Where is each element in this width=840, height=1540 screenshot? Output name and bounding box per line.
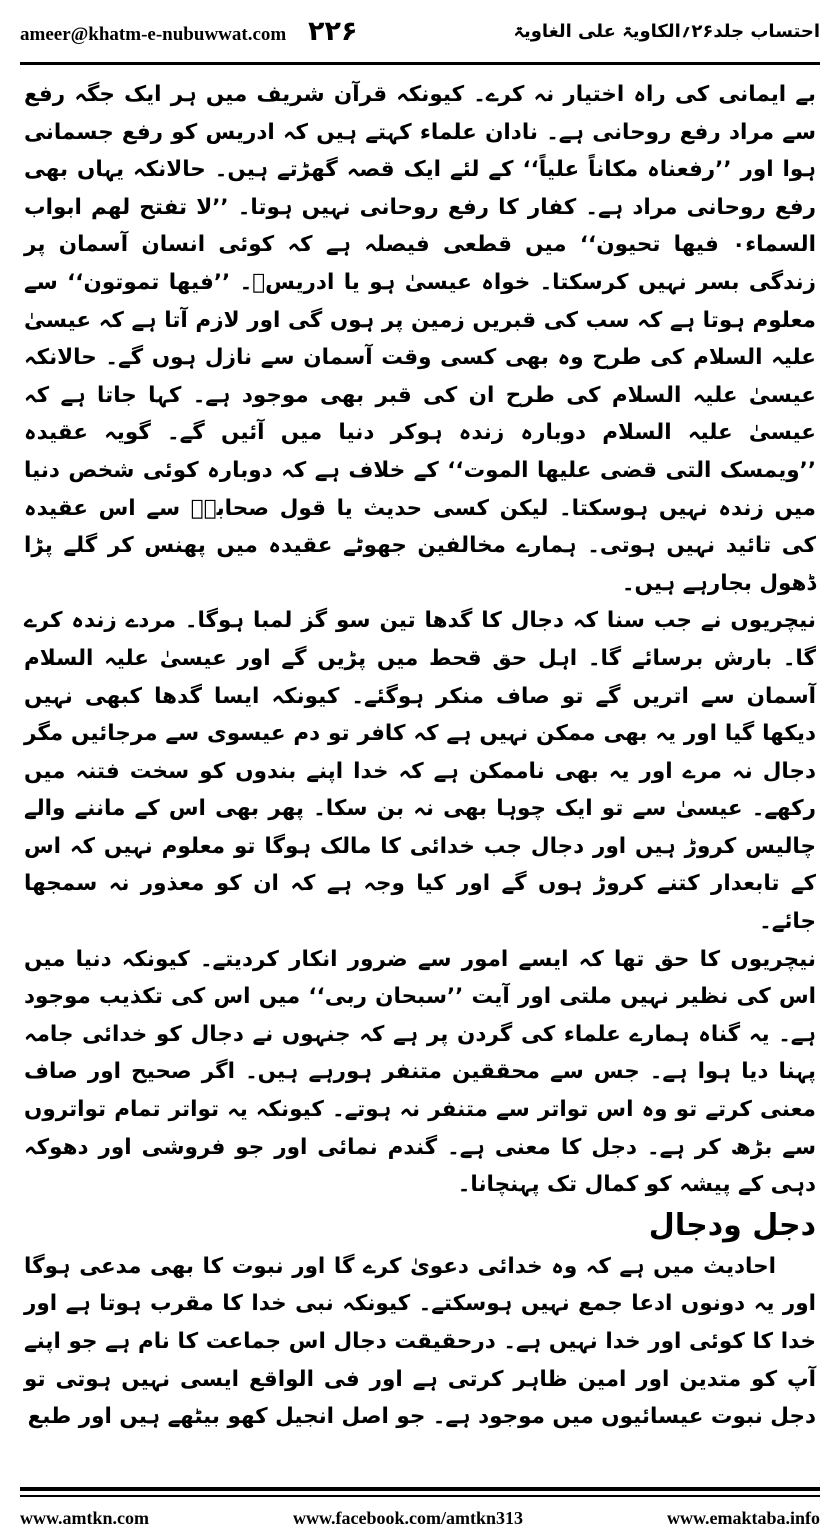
page-header [20, 18, 820, 58]
paragraph-1: بے ایمانی کی راہ اختیار نہ کرے۔ کیونکہ قرآن شریف میں ہر ایک جگہ رفع سے مراد رفع روحانی ہے۔ نادان علماء کہتے ہیں کہ ادریس کو رفع جسمانی ہوا اور ’’رفعناہ مکاناً علیاً‘‘ کے لئے ایک قصہ گھڑتے ہیں۔ حالانکہ یہاں بھی رفع روحانی مراد ہے۔ کفار کا رفع روحانی نہیں ہوتا۔ ’’لا تفتح لھم ابواب السماء۰ فیھا تحیون‘‘ میں قطعی فیصلہ ہے کہ کوئی انسان آسمان پر زندگی بسر نہیں کرسکتا۔ خواہ عیسیٰ ہو یا ادریسؑ۔ ’’فیھا تموتون‘‘ سے معلوم ہوتا ہے کہ سب کی قبریں زمین پر ہوں گی اور لازم آتا ہے کہ عیسیٰ علیہ السلام کی طرح وہ بھی کسی وقت آسمان سے نازل ہوں گے۔ حالانکہ عیسیٰ علیہ السلام کی طرح ان کی قبر بھی موجود ہے۔ کہا جاتا ہے کہ عیسیٰ علیہ السلام دوبارہ زندہ ہوکر دنیا میں آئیں گے۔ گویہ عقیدہ ’’ویمسک التی قضی علیھا الموت‘‘ کے خلاف ہے کہ دوبارہ کوئی شخص دنیا میں زندہ نہیں ہوسکتا۔ لیکن کسی حدیث یا قول صحابہؓ سے اس عقیدہ کی تائید نہیں ہوتی۔ ہمارے مخالفین جھوٹے عقیدہ میں پھنس کر گلے پڑا ڈھول بجارہے ہیں۔ [24, 82, 816, 596]
section-paragraph-1: احادیث میں ہے کہ وہ خدائی دعویٰ کرے گا اور نبوت کا بھی مدعی ہوگا اور یہ دونوں ادعا جمع نہیں ہوسکتے۔ کیونکہ نبی خدا کا مقرب ہوتا ہے اور خدا کا کوئی اور خدا نہیں ہے۔ درحقیقت دجال اس جماعت کا نام ہے جو اپنے آپ کو متدین اور امین ظاہر کرتی ہے اور فی الواقع ایسی نہیں ہوتی تو دجل نبوت عیسائیوں میں موجود ہے۔ جو اصل انجیل کھو بیٹھے ہیں اور طبع [24, 1253, 816, 1430]
footer-rule-top [20, 1487, 820, 1491]
footer-link-facebook[interactable]: www.facebook.com/amtkn313 [292, 1507, 523, 1528]
book-title: احتساب جلد۲۶؍الکاویۃ علی الغاویۃ [513, 21, 820, 42]
paragraph-3: نیچریوں کا حق تھا کہ ایسے امور سے ضرور انکار کردیتے۔ کیونکہ دنیا میں اس کی نظیر نہیں ملتی اور آیت ’’سبحان ربی‘‘ میں اس کی تکذیب موجود ہے۔ یہ گناہ ہمارے علماء کی گردن پر ہے کہ جنہوں نے دجال کو خدائی جامہ پہنا دیا ہوا ہے۔ جس سے محققین متنفر ہورہے ہیں۔ اگر صحیح اور صاف معنی کرتے تو وہ اس تواتر سے متنفر نہ ہوتے۔ کیونکہ یہ تواتر تمام تواتروں سے بڑھ کر ہے۔ دجل کا معنی ہے۔ گندم نمائی اور جو فروشی اور دھوکہ دہی کے پیشہ کو کمال تک پہنچانا۔ [24, 946, 816, 1198]
paragraph-2: نیچریوں نے جب سنا کہ دجال کا گدھا تین سو گز لمبا ہوگا۔ مردے زندہ کرے گا۔ بارش برسائے گا۔ اہل حق قحط میں پڑیں گے اور عیسیٰ علیہ السلام آسمان سے اتریں گے تو صاف منکر ہوگئے۔ کیونکہ ایسا گدھا کبھی نہیں دیکھا گیا اور یہ بھی ممکن نہیں ہے کہ کافر تو دم عیسوی سے مرجائیں مگر دجال نہ مرے اور یہ بھی ناممکن ہے کہ خدا اپنے بندوں کو سخت فتنہ میں رکھے۔ عیسیٰ سے تو ایک چوہا بھی نہ بن سکا۔ پھر بھی اس کے ماننے والے چالیس کروڑ ہیں اور دجال جب خدائی کا مالک ہوگا تو معلوم نہیں کہ اس کے تابعدار کتنے کروڑ ہوں گے اور کیا وجہ ہے کہ ان کو معذور نہ سمجھا جائے۔ [24, 608, 816, 935]
page-number: ۲۲۶ [308, 16, 358, 47]
footer-rule-bottom [20, 1495, 820, 1497]
page-footer [20, 1503, 820, 1533]
page-body [24, 76, 816, 1436]
section-heading: دجل ودجال [648, 1207, 816, 1243]
footer-link-emaktaba[interactable]: www.emaktaba.info [666, 1507, 820, 1528]
header-rule [20, 62, 820, 65]
footer-link-amtkn[interactable]: www.amtkn.com [20, 1507, 149, 1528]
header-email: ameer@khatm-e-nubuwwat.com [20, 24, 287, 45]
